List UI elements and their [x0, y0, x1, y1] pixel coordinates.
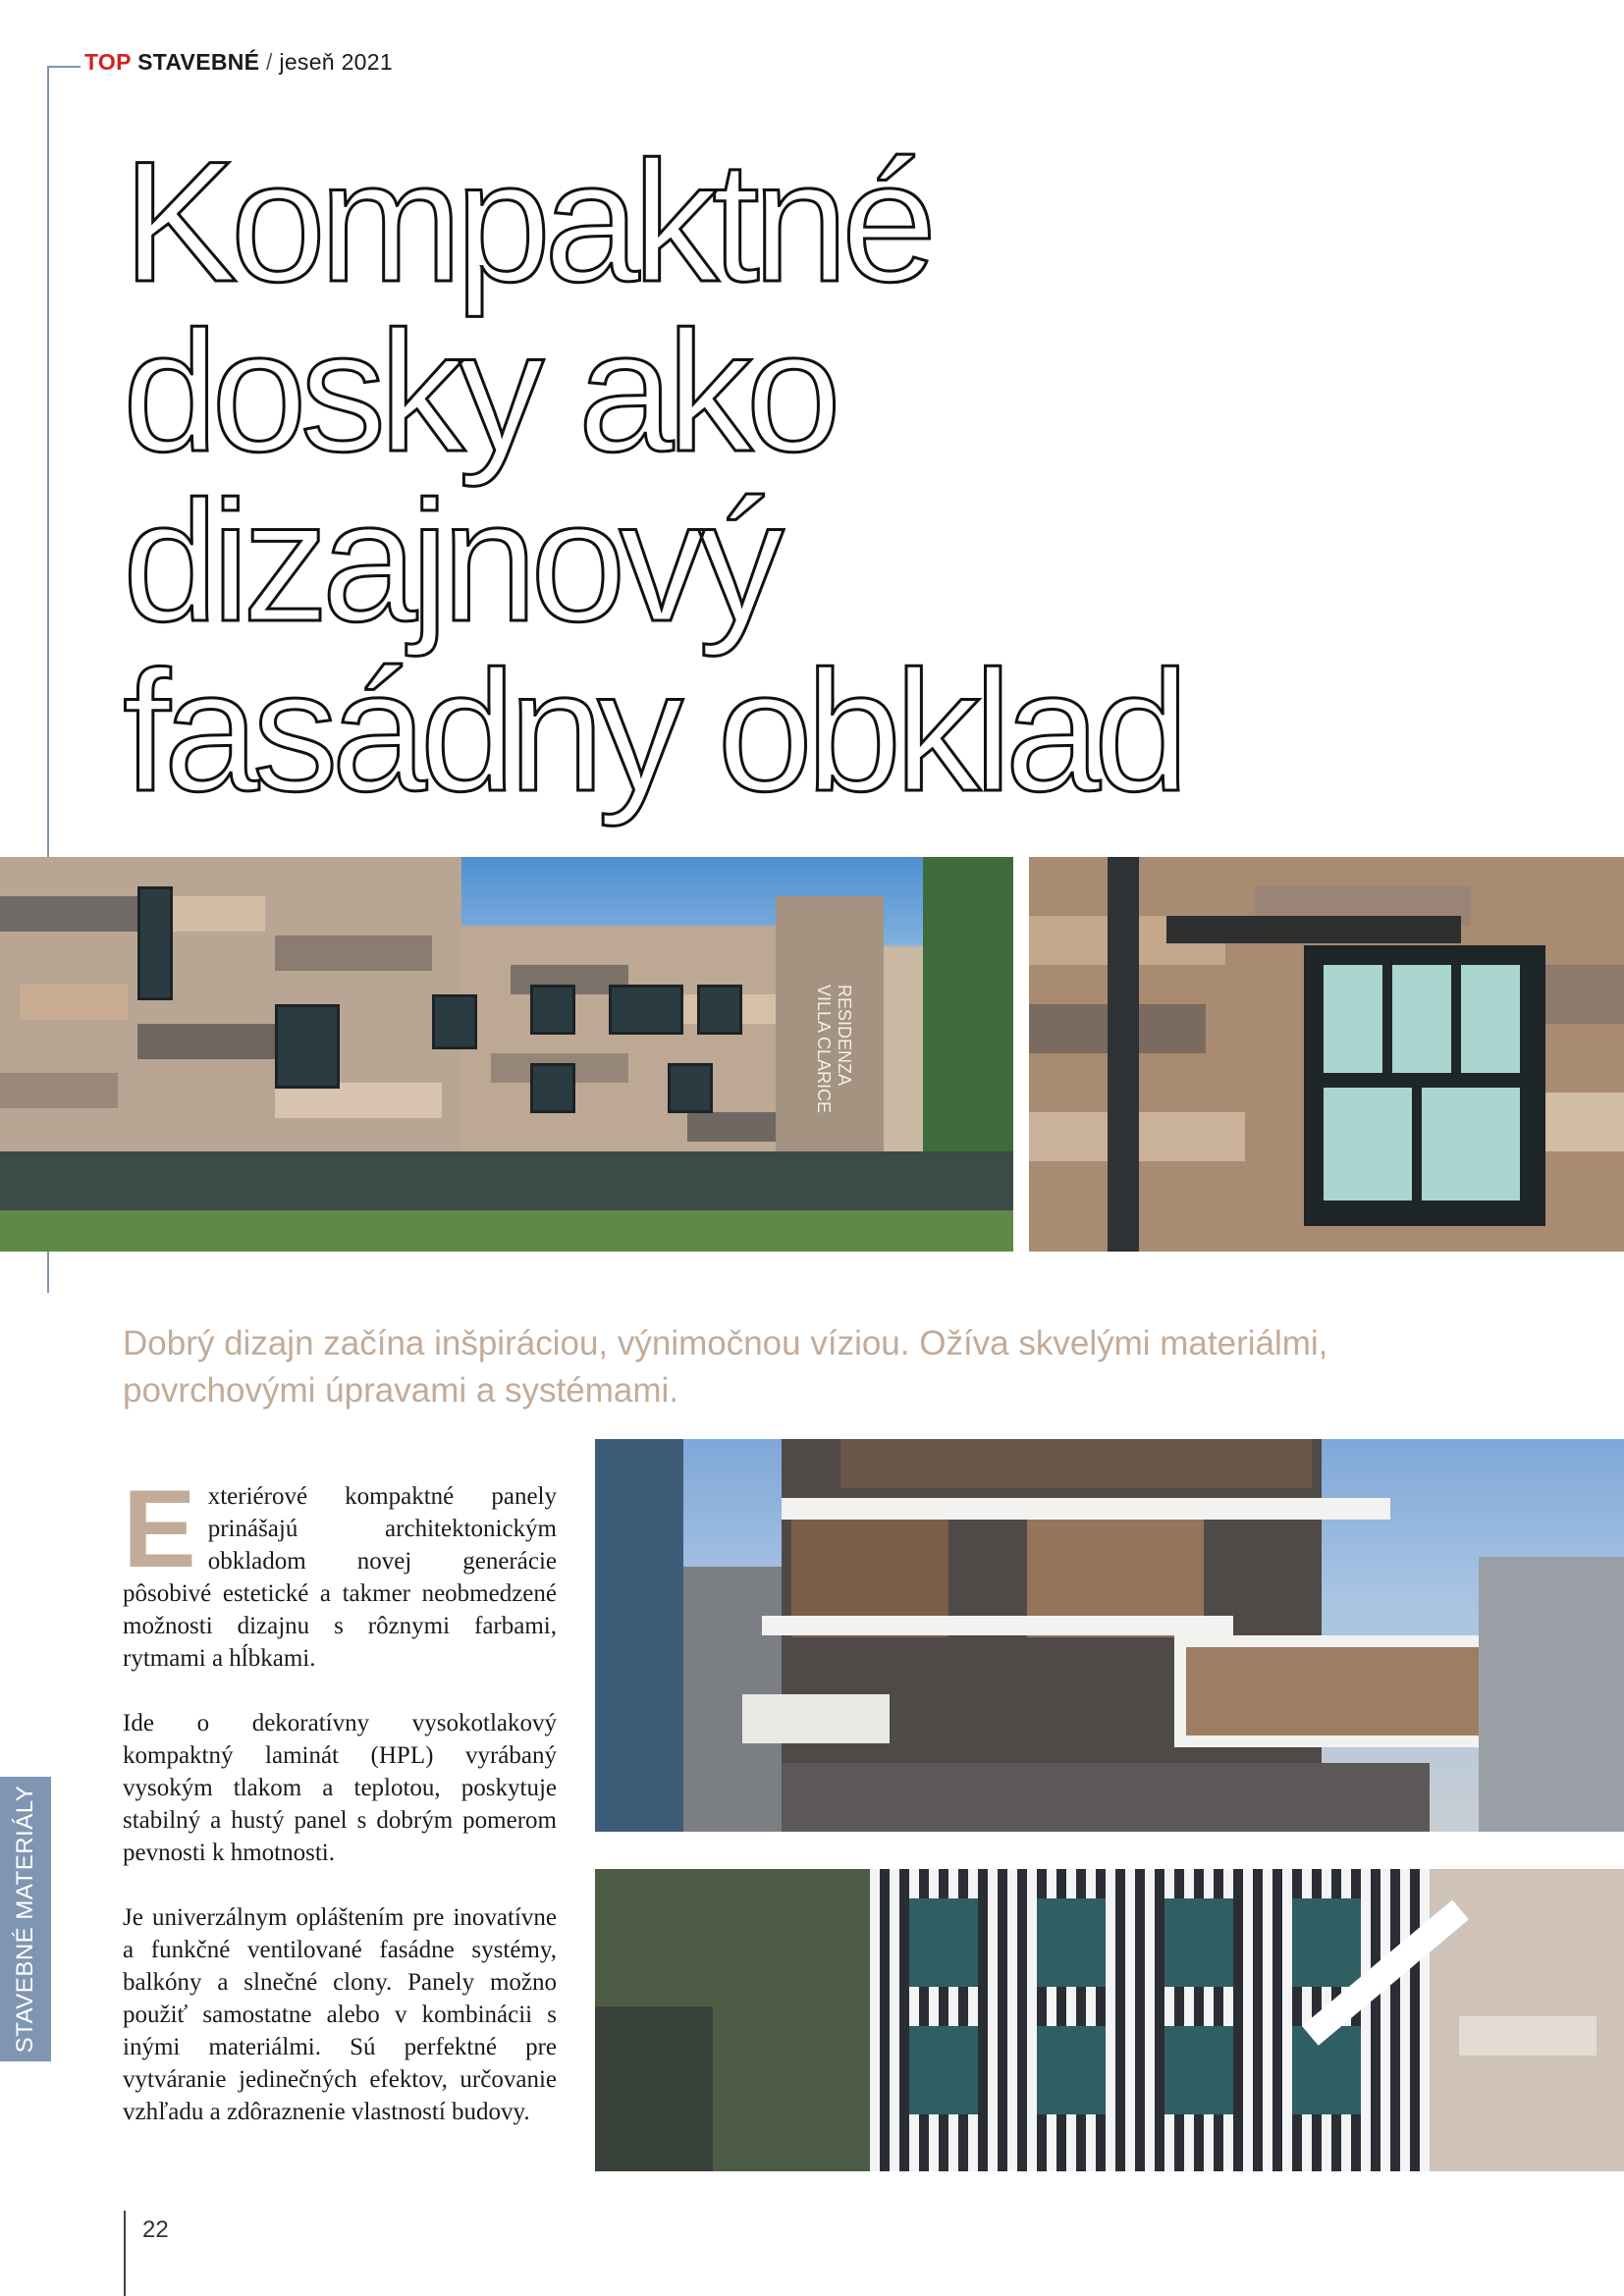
page-number: 22	[142, 2216, 169, 2243]
title-line-3: dizajnový	[123, 466, 778, 658]
footer-rule	[124, 2211, 126, 2296]
lead-paragraph: Dobrý dizajn začína inšpiráciou, výnimočnou víziou. Ožíva skvelými materiálmi, povrchovými úpravami a systémami.	[123, 1324, 1328, 1410]
body-paragraph-1	[123, 1468, 557, 1675]
drop-cap: E	[123, 1468, 196, 1590]
running-header	[84, 49, 393, 76]
header-slash: /	[266, 49, 273, 75]
article-title	[123, 127, 1497, 828]
photo1-sign-text: RESIDENZA VILLA CLARICE	[814, 985, 854, 1114]
body-column	[123, 1468, 557, 2161]
header-brand: STAVEBNÉ	[137, 49, 260, 75]
header-season: jeseň 2021	[279, 49, 393, 75]
photo-modern-building	[595, 1439, 1624, 1832]
body-paragraph-1-text: xteriérové kompaktné panely prinášajú architektonickým obkladom novej generácie pôsobivé estetické a takmer neobmedzené možnosti dizajnu s rôznymi farbami, rytmami a hĺbkami.	[123, 1483, 557, 1672]
title-line-2: dosky ako	[123, 296, 835, 488]
body-paragraph-2: Ide o dekoratívny vysokotlakový kompaktný laminát (HPL) vyrábaný vysokým tlakom a teplotou, poskytuje stabilný a hustý panel s dobrým pomerom pevnosti k hmotnosti.	[123, 1710, 557, 1866]
title-line-4: fasádny obklad	[123, 636, 1183, 828]
photo-facade-window	[1029, 857, 1624, 1252]
photo-building-facade	[0, 857, 1013, 1252]
photo-striped-facade	[595, 1869, 1624, 2171]
header-rule	[47, 66, 81, 68]
title-line-1: Kompaktné	[123, 127, 931, 318]
header-top: TOP	[84, 49, 132, 75]
body-paragraph-3: Je univerzálnym opláštením pre inovatívne a funkčné ventilované fasádne systémy, balkóny a slnečné clony. Panely možno použiť samostatne alebo v kombinácii s inými materiálmi. Sú perfektné pre vytváranie jedinečných efektov, určovanie vzhľadu a zdôraznenie vlastností budovy.	[123, 1904, 557, 2125]
section-side-label: STAVEBNÉ MATERIÁLY	[12, 1785, 38, 2054]
